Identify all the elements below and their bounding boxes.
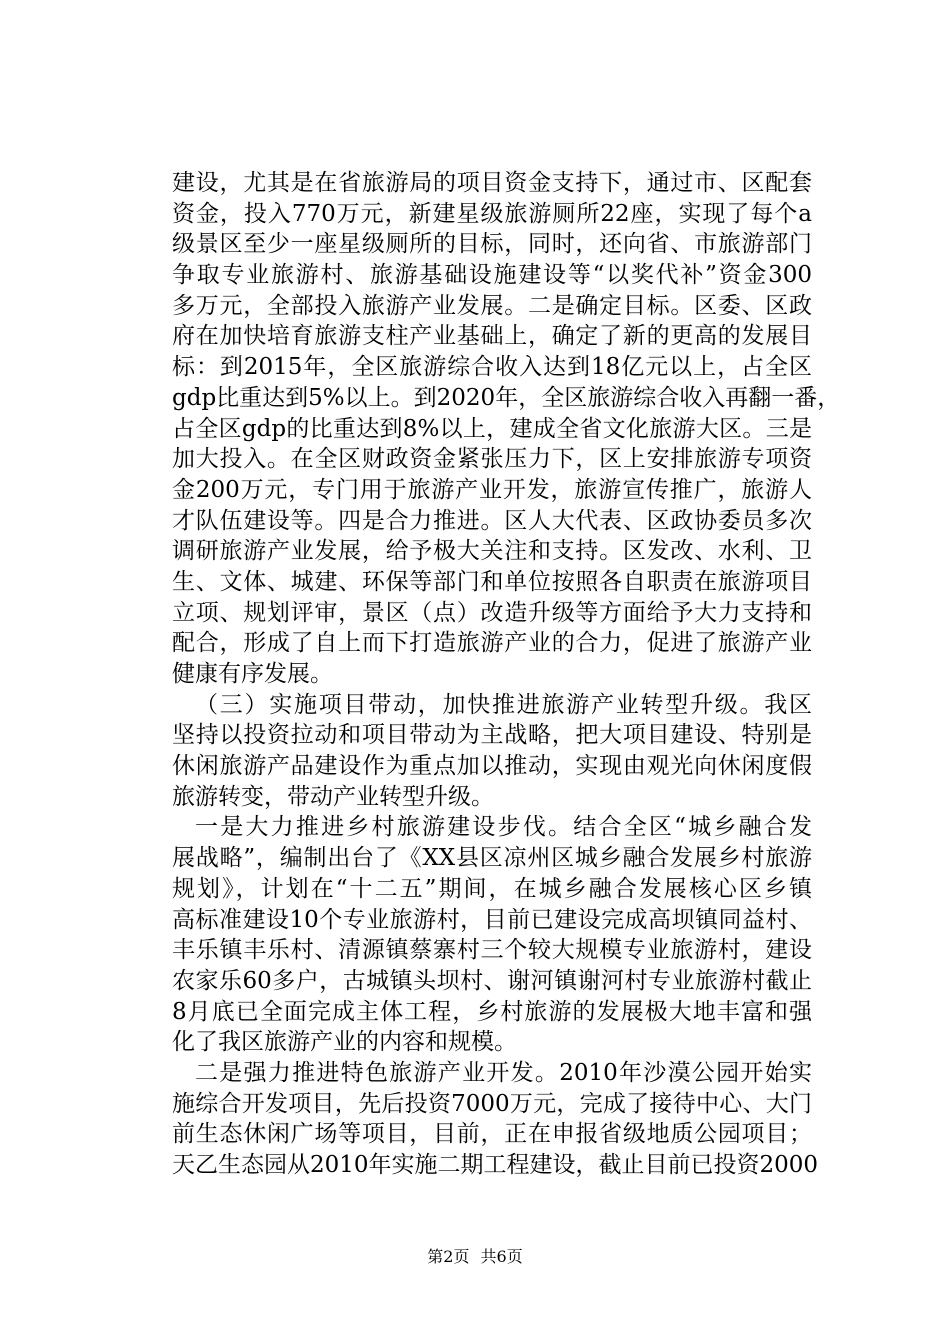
text-line: 才队伍建设等。四是合力推进。区人大代表、区政协委员多次 (172, 507, 812, 534)
text-line: 配合，形成了自上而下打造旅游产业的合力，促进了旅游产业 (172, 630, 812, 657)
page-number: 第2页 (427, 1247, 470, 1266)
page-total: 共6页 (480, 1247, 523, 1266)
text-line: 金200万元，专门用于旅游产业开发，旅游宣传推广，旅游人 (172, 476, 812, 503)
text-line: 一是大力推进乡村旅游建设步伐。结合全区“城乡融合发 (195, 814, 812, 841)
text-line: 加大投入。在全区财政资金紧张压力下，区上安排旅游专项资 (172, 446, 812, 473)
text-line: 休闲旅游产品建设作为重点加以推动，实现由观光向休闲度假 (172, 753, 812, 780)
text-line: 规划》，计划在“十二五”期间，在城乡融合发展核心区乡镇 (172, 875, 812, 902)
text-line: 资金，投入770万元，新建星级旅游厕所22座，实现了每个a (172, 200, 812, 227)
page-footer (0, 1244, 950, 1267)
text-line: 级景区至少一座星级厕所的目标，同时，还向省、市旅游部门 (172, 231, 812, 258)
text-line: 高标准建设10个专业旅游村，目前已建设完成高坝镇同益村、 (172, 906, 812, 933)
text-line: 施综合开发项目，先后投资7000万元，完成了接待中心、大门 (172, 1090, 812, 1117)
text-line: 建设，尤其是在省旅游局的项目资金支持下，通过市、区配套 (172, 170, 812, 196)
text-line: 天乙生态园从2010年实施二期工程建设，截止目前已投资2000 (172, 1152, 819, 1178)
text-line: 标：到2015年，全区旅游综合收入达到18亿元以上，占全区 (172, 354, 812, 381)
text-line: 府在加快培育旅游支柱产业基础上，确定了新的更高的发展目 (172, 323, 812, 350)
body-text (172, 168, 841, 1181)
text-line: 丰乐镇丰乐村、清源镇蔡寨村三个较大规模专业旅游村，建设 (172, 937, 812, 964)
text-line: 农家乐60多户，古城镇头坝村、谢河镇谢河村专业旅游村截止 (172, 967, 812, 994)
text-line: gdp比重达到5%以上。到2020年，全区旅游综合收入再翻一番， (172, 384, 841, 411)
text-line: 坚持以投资拉动和项目带动为主战略，把大项目建设、特别是 (172, 722, 812, 749)
text-line: （三）实施项目带动，加快推进旅游产业转型升级。我区 (195, 691, 812, 718)
text-line: 生、文体、城建、环保等部门和单位按照各自职责在旅游项目 (172, 568, 812, 595)
text-line: 占全区gdp的比重达到8%以上，建成全省文化旅游大区。三是 (172, 415, 812, 442)
text-line: 健康有序发展。 (172, 661, 333, 687)
text-line: 二是强力推进特色旅游产业开发。2010年沙漠公园开始实 (195, 1059, 812, 1086)
text-line: 争取专业旅游村、旅游基础设施建设等“以奖代补”资金300 (172, 262, 812, 289)
text-line: 立项、规划评审，景区（点）改造升级等方面给予大力支持和 (172, 599, 812, 626)
text-line: 多万元，全部投入旅游产业发展。二是确定目标。区委、区政 (172, 292, 812, 319)
text-line: 旅游转变，带动产业转型升级。 (172, 783, 494, 810)
text-line: 展战略”，编制出台了《XX县区凉州区城乡融合发展乡村旅游 (172, 845, 812, 872)
text-line: 8月底已全面完成主体工程，乡村旅游的发展极大地丰富和强 (172, 998, 812, 1025)
text-line: 前生态休闲广场等项目，目前，正在申报省级地质公园项目； (172, 1121, 812, 1148)
text-line: 化了我区旅游产业的内容和规模。 (172, 1029, 517, 1056)
text-line: 调研旅游产业发展，给予极大关注和支持。区发改、水利、卫 (172, 538, 812, 565)
